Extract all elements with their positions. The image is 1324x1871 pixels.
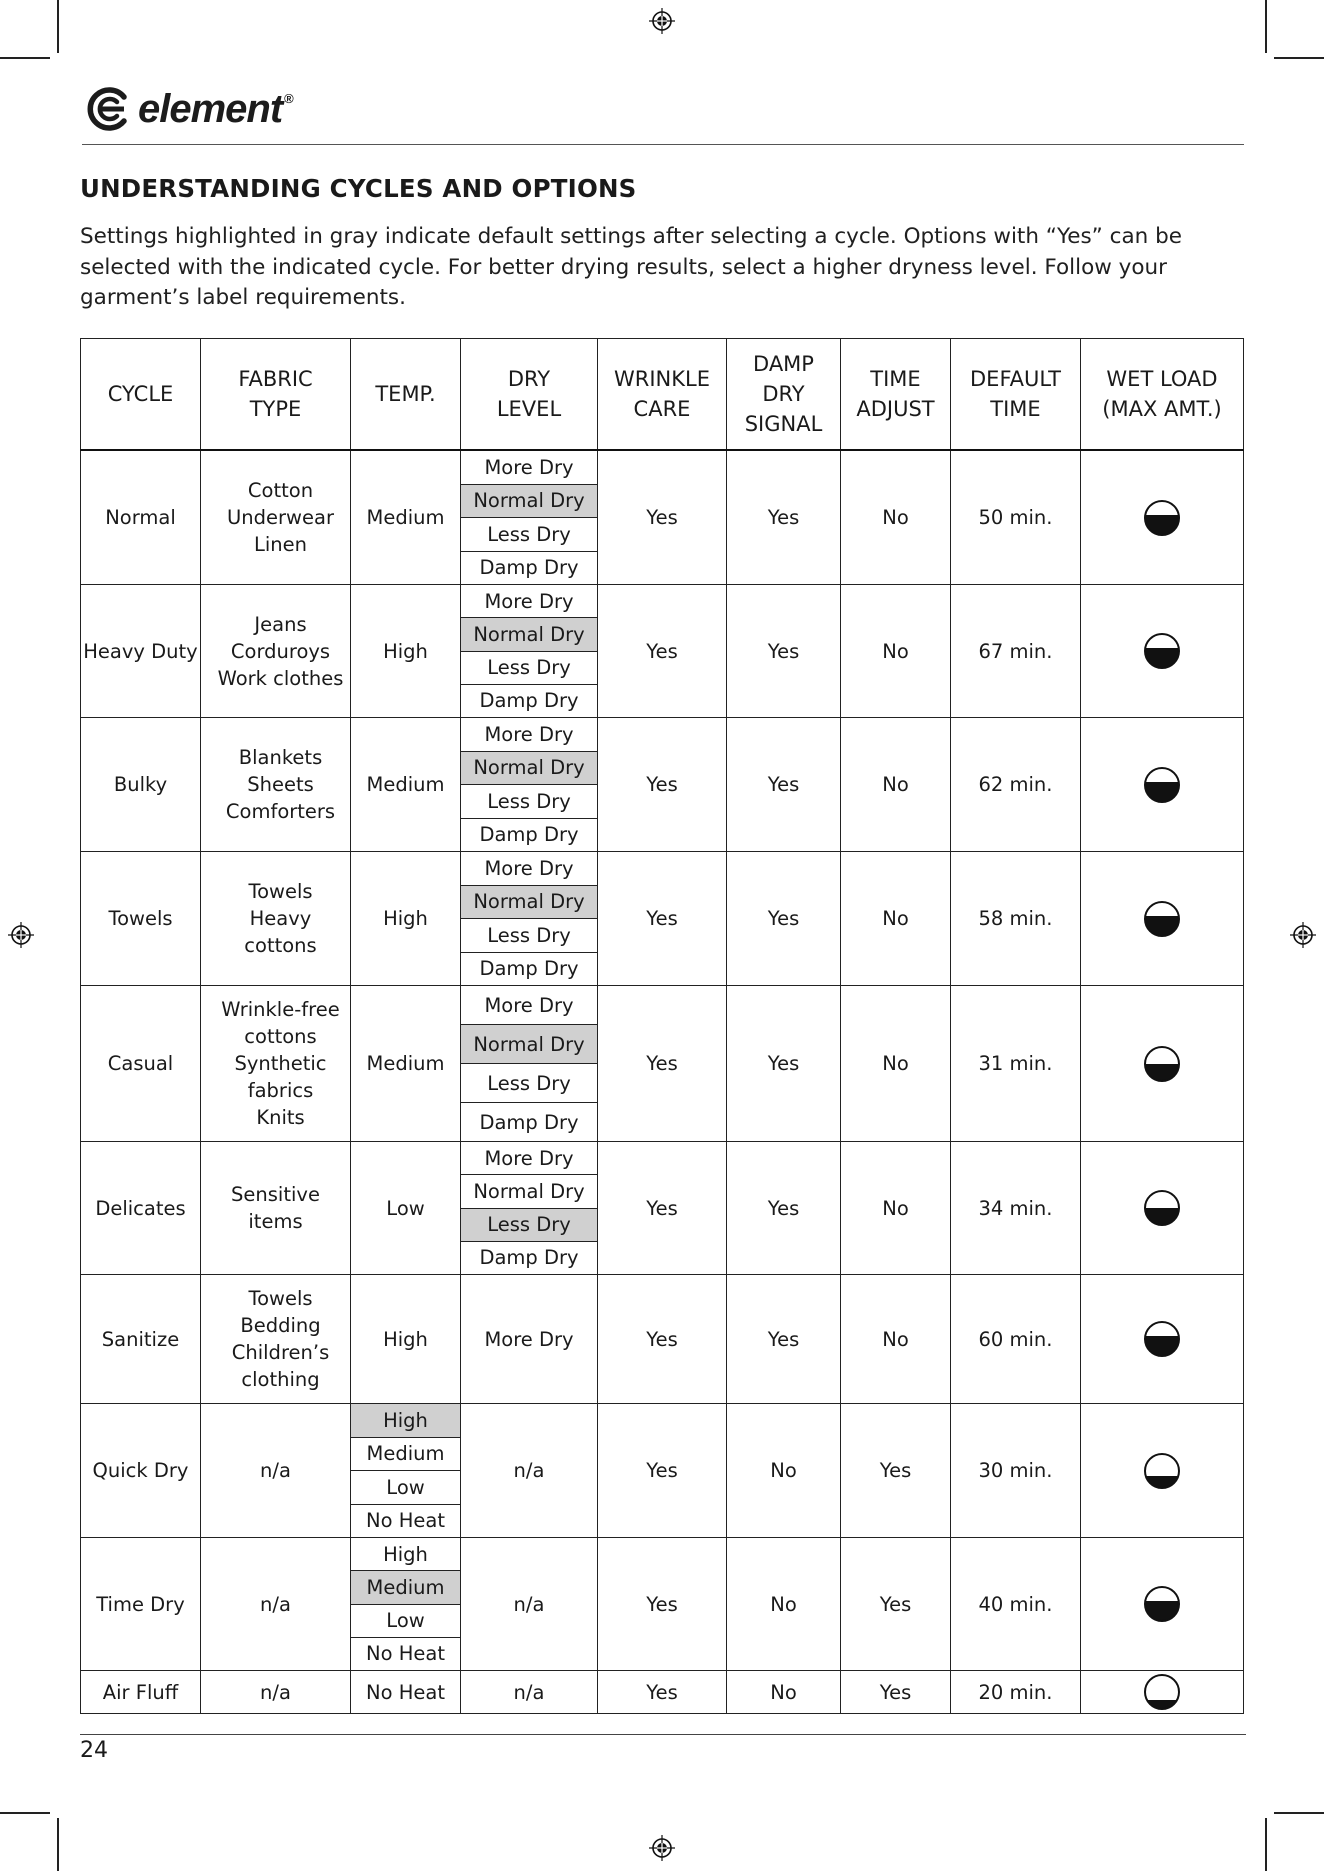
wet-load-icon xyxy=(1144,1674,1180,1710)
fabric-cell xyxy=(201,718,351,852)
wrinkle-care-cell xyxy=(598,718,727,852)
default-time-cell xyxy=(951,1538,1081,1671)
table-row xyxy=(81,852,1244,986)
damp-dry-signal-cell xyxy=(727,986,841,1142)
dry-option-default: Normal Dry xyxy=(461,484,597,518)
dry-option: More Dry xyxy=(484,1146,574,1170)
default-time-cell xyxy=(951,852,1081,986)
wrinkle-care-cell xyxy=(598,585,727,718)
dry-level-cell xyxy=(461,585,598,718)
dry-option-default: Less Dry xyxy=(461,1208,597,1241)
cycle-cell xyxy=(81,718,201,852)
dry-option: More Dry xyxy=(484,993,574,1017)
time-adjust-value: No xyxy=(882,639,909,663)
wrinkle-care-value: Yes xyxy=(646,1327,678,1351)
temp-value: Medium xyxy=(366,1052,445,1075)
temp-cell xyxy=(351,1142,461,1275)
cycle-cell xyxy=(81,450,201,585)
fabric-item: Jeans xyxy=(254,612,307,636)
wet-load-cell xyxy=(1081,852,1244,986)
wrinkle-care-cell xyxy=(598,1538,727,1671)
temp-option: Low xyxy=(351,1604,460,1637)
fabric-item: Knits xyxy=(256,1106,305,1129)
wet-load-cell xyxy=(1081,1142,1244,1275)
fabric-item: Sensitive items xyxy=(231,1183,320,1233)
wrinkle-care-cell xyxy=(598,1671,727,1714)
damp-dry-signal-value: No xyxy=(770,1459,797,1482)
dry-option: Less Dry xyxy=(461,784,597,818)
dry-level-cell xyxy=(461,852,598,986)
temp-option: High xyxy=(383,1542,428,1566)
footer-divider xyxy=(80,1734,1246,1735)
time-adjust-value: No xyxy=(882,1327,909,1351)
dry-option: Less Dry xyxy=(461,918,597,952)
damp-dry-signal-cell xyxy=(727,585,841,718)
temp-value: High xyxy=(383,639,428,663)
temp-cell xyxy=(351,718,461,852)
dry-level-cell xyxy=(461,1142,598,1275)
header-time-adjust: TIME ADJUST xyxy=(841,339,951,451)
wet-load-icon xyxy=(1144,500,1180,536)
wrinkle-care-value: Yes xyxy=(646,1052,678,1075)
registration-mark-icon xyxy=(8,922,34,948)
time-adjust-cell xyxy=(841,1142,951,1275)
wet-load-icon xyxy=(1144,767,1180,803)
time-adjust-cell xyxy=(841,1404,951,1538)
wet-load-cell xyxy=(1081,1538,1244,1671)
damp-dry-signal-cell xyxy=(727,450,841,585)
fabric-cell xyxy=(201,1404,351,1538)
time-adjust-value: No xyxy=(882,773,909,796)
fabric-item: n/a xyxy=(260,1592,291,1616)
cycles-table xyxy=(80,338,1244,1714)
wrinkle-care-cell xyxy=(598,852,727,986)
damp-dry-signal-value: Yes xyxy=(767,1196,800,1220)
wet-load-cell xyxy=(1081,1275,1244,1404)
time-adjust-cell xyxy=(841,450,951,585)
temp-value: Medium xyxy=(366,506,445,529)
dry-option: Damp Dry xyxy=(461,1102,597,1141)
damp-dry-signal-cell xyxy=(727,852,841,986)
temp-option: Medium xyxy=(351,1437,460,1471)
dry-option: Damp Dry xyxy=(461,551,597,585)
crop-mark xyxy=(0,57,50,59)
dry-option-default: Normal Dry xyxy=(461,751,597,785)
page-number: 24 xyxy=(80,1738,108,1763)
time-adjust-cell xyxy=(841,986,951,1142)
cycle-cell xyxy=(81,852,201,986)
temp-cell xyxy=(351,1275,461,1404)
temp-option-default: High xyxy=(351,1404,460,1437)
damp-dry-signal-cell xyxy=(727,1142,841,1275)
wet-load-cell xyxy=(1081,718,1244,852)
cycle-name: Heavy Duty xyxy=(83,639,198,663)
header-default-time: DEFAULT TIME xyxy=(951,339,1081,451)
default-time-cell xyxy=(951,585,1081,718)
wet-load-icon xyxy=(1144,1046,1180,1082)
fabric-item: Cotton xyxy=(247,479,314,502)
registration-mark-icon xyxy=(1290,922,1316,948)
default-time-value: 58 min. xyxy=(978,907,1053,930)
fabric-cell xyxy=(201,450,351,585)
cycle-name: Air Fluff xyxy=(102,1680,179,1704)
dry-option-default: Normal Dry xyxy=(461,617,597,650)
temp-option-default: Medium xyxy=(351,1570,460,1603)
default-time-value: 30 min. xyxy=(978,1459,1053,1482)
fabric-cell xyxy=(201,585,351,718)
damp-dry-signal-cell xyxy=(727,718,841,852)
wet-load-cell xyxy=(1081,1671,1244,1714)
dry-option: Less Dry xyxy=(461,517,597,551)
fabric-item: Linen xyxy=(254,533,307,556)
fabric-item: Sheets xyxy=(247,773,314,796)
fabric-item: Heavy cottons xyxy=(244,907,317,957)
damp-dry-signal-cell xyxy=(727,1671,841,1714)
cycle-name: Normal xyxy=(105,506,176,529)
dry-option: Damp Dry xyxy=(461,818,597,852)
time-adjust-cell xyxy=(841,1275,951,1404)
wet-load-icon xyxy=(1144,1190,1180,1226)
fabric-item: Towels xyxy=(248,1287,313,1310)
temp-value: No Heat xyxy=(366,1680,445,1704)
fabric-item: Comforters xyxy=(225,800,336,823)
crop-mark xyxy=(1274,57,1324,59)
table-header-row xyxy=(81,339,1244,451)
wrinkle-care-value: Yes xyxy=(646,1680,678,1704)
dry-value: n/a xyxy=(513,1680,545,1704)
dry-option: Less Dry xyxy=(461,651,597,684)
dry-level-cell xyxy=(461,1538,598,1671)
temp-option: Low xyxy=(351,1470,460,1504)
header-fabric-type: FABRIC TYPE xyxy=(201,339,351,451)
cycle-name: Delicates xyxy=(95,1196,186,1220)
default-time-value: 60 min. xyxy=(978,1327,1053,1351)
default-time-cell xyxy=(951,718,1081,852)
dry-option: More Dry xyxy=(484,722,574,746)
temp-value: High xyxy=(383,1327,428,1351)
dry-level-cell xyxy=(461,1671,598,1714)
crop-mark xyxy=(57,1818,59,1871)
temp-cell xyxy=(351,1404,461,1538)
default-time-value: 31 min. xyxy=(978,1052,1053,1075)
fabric-cell xyxy=(201,1538,351,1671)
fabric-item: Blankets xyxy=(238,746,323,769)
time-adjust-value: Yes xyxy=(879,1459,912,1482)
fabric-cell xyxy=(201,852,351,986)
table-row xyxy=(81,986,1244,1142)
crop-mark xyxy=(1265,0,1267,53)
table-row xyxy=(81,1671,1244,1714)
table-body xyxy=(81,450,1244,1714)
default-time-value: 20 min. xyxy=(978,1680,1053,1704)
damp-dry-signal-value: Yes xyxy=(767,773,800,796)
table-row xyxy=(81,585,1244,718)
fabric-cell xyxy=(201,1275,351,1404)
default-time-value: 50 min. xyxy=(978,506,1053,529)
brand-name: element ® xyxy=(138,86,293,131)
temp-cell xyxy=(351,450,461,585)
cycle-name: Towels xyxy=(108,907,173,930)
damp-dry-signal-cell xyxy=(727,1404,841,1538)
default-time-value: 67 min. xyxy=(978,639,1053,663)
dry-option-default: Normal Dry xyxy=(461,885,597,919)
wrinkle-care-value: Yes xyxy=(646,773,678,796)
cycle-cell xyxy=(81,1404,201,1538)
header-dry-level: DRY LEVEL xyxy=(461,339,598,451)
wet-load-icon xyxy=(1144,1453,1180,1489)
time-adjust-value: No xyxy=(882,1052,909,1075)
default-time-cell xyxy=(951,1404,1081,1538)
wet-load-icon xyxy=(1144,633,1180,669)
time-adjust-value: No xyxy=(882,506,909,529)
damp-dry-signal-value: Yes xyxy=(767,1052,800,1075)
crop-mark xyxy=(0,1812,50,1814)
dry-level-cell xyxy=(461,718,598,852)
crop-mark xyxy=(1265,1818,1267,1871)
damp-dry-signal-cell xyxy=(727,1538,841,1671)
wet-load-cell xyxy=(1081,1404,1244,1538)
temp-option: No Heat xyxy=(351,1637,460,1670)
header-temp: TEMP. xyxy=(351,339,461,451)
crop-mark xyxy=(57,0,59,53)
wrinkle-care-cell xyxy=(598,450,727,585)
default-time-value: 34 min. xyxy=(978,1196,1053,1220)
dry-option: Damp Dry xyxy=(461,1241,597,1274)
damp-dry-signal-value: No xyxy=(770,1592,797,1616)
dry-level-cell xyxy=(461,1275,598,1404)
intro-paragraph: Settings highlighted in gray indicate default settings after selecting a cycle. Options with “Yes” can be selected with the indicated cycle. For better drying results, select a higher dryness level. Follow your garment’s label requirements. xyxy=(80,224,1182,310)
wrinkle-care-cell xyxy=(598,1142,727,1275)
dry-option: Damp Dry xyxy=(461,952,597,986)
cycle-name: Sanitize xyxy=(101,1327,180,1351)
time-adjust-value: Yes xyxy=(879,1592,912,1616)
cycle-cell xyxy=(81,585,201,718)
time-adjust-value: No xyxy=(882,1196,909,1220)
default-time-value: 40 min. xyxy=(978,1592,1053,1616)
dry-option: Damp Dry xyxy=(461,684,597,717)
table-row xyxy=(81,1142,1244,1275)
damp-dry-signal-value: Yes xyxy=(767,639,800,663)
cycle-cell xyxy=(81,986,201,1142)
dry-option: More Dry xyxy=(484,589,574,613)
header-divider xyxy=(82,144,1244,145)
wet-load-cell xyxy=(1081,585,1244,718)
wet-load-icon xyxy=(1144,1586,1180,1622)
temp-option: No Heat xyxy=(351,1504,460,1538)
dry-value: n/a xyxy=(513,1459,545,1482)
crop-mark xyxy=(1274,1812,1324,1814)
temp-cell xyxy=(351,1538,461,1671)
dry-level-cell xyxy=(461,986,598,1142)
damp-dry-signal-value: Yes xyxy=(767,1327,800,1351)
damp-dry-signal-value: No xyxy=(770,1680,797,1704)
damp-dry-signal-cell xyxy=(727,1275,841,1404)
wrinkle-care-cell xyxy=(598,1275,727,1404)
default-time-value: 62 min. xyxy=(978,773,1053,796)
header-wet-load: WET LOAD (MAX AMT.) xyxy=(1081,339,1244,451)
dry-option: More Dry xyxy=(484,455,574,479)
cycle-cell xyxy=(81,1142,201,1275)
header-damp-dry-signal: DAMP DRY SIGNAL xyxy=(727,339,841,451)
fabric-cell xyxy=(201,1671,351,1714)
cycle-name: Quick Dry xyxy=(92,1459,189,1482)
cycle-name: Bulky xyxy=(113,773,168,796)
cycle-cell xyxy=(81,1538,201,1671)
table-row xyxy=(81,1538,1244,1671)
fabric-cell xyxy=(201,986,351,1142)
temp-cell xyxy=(351,1671,461,1714)
fabric-item: Bedding xyxy=(240,1314,321,1337)
damp-dry-signal-value: Yes xyxy=(767,506,800,529)
cycle-name: Time Dry xyxy=(96,1592,185,1616)
wrinkle-care-value: Yes xyxy=(646,1196,678,1220)
fabric-item: Work clothes xyxy=(217,666,344,690)
time-adjust-cell xyxy=(841,1538,951,1671)
cycle-cell xyxy=(81,1275,201,1404)
dry-value: n/a xyxy=(513,1592,545,1616)
time-adjust-value: No xyxy=(882,907,909,930)
wet-load-cell xyxy=(1081,986,1244,1142)
brand-logo xyxy=(84,84,293,134)
fabric-item: Children’s clothing xyxy=(231,1341,330,1391)
header-wrinkle-care: WRINKLE CARE xyxy=(598,339,727,451)
dry-option: Less Dry xyxy=(461,1063,597,1102)
fabric-item: n/a xyxy=(260,1680,291,1704)
registration-mark-icon xyxy=(649,8,675,34)
wrinkle-care-value: Yes xyxy=(646,1459,678,1482)
fabric-item: Towels xyxy=(248,880,313,903)
time-adjust-cell xyxy=(841,585,951,718)
default-time-cell xyxy=(951,986,1081,1142)
dry-value: More Dry xyxy=(484,1327,574,1351)
wrinkle-care-cell xyxy=(598,986,727,1142)
dry-level-cell xyxy=(461,450,598,585)
wrinkle-care-cell xyxy=(598,1404,727,1538)
time-adjust-cell xyxy=(841,1671,951,1714)
wrinkle-care-value: Yes xyxy=(646,506,678,529)
temp-cell xyxy=(351,986,461,1142)
temp-value: Low xyxy=(386,1196,425,1220)
fabric-item: Corduroys xyxy=(230,639,331,663)
fabric-item: Underwear xyxy=(227,506,334,529)
temp-cell xyxy=(351,585,461,718)
table-row xyxy=(81,1404,1244,1538)
wet-load-icon xyxy=(1144,1321,1180,1357)
default-time-cell xyxy=(951,1142,1081,1275)
temp-value: High xyxy=(383,907,428,930)
header-cycle: CYCLE xyxy=(81,339,201,451)
dry-level-cell xyxy=(461,1404,598,1538)
table-row xyxy=(81,718,1244,852)
page-title: UNDERSTANDING CYCLES AND OPTIONS xyxy=(80,174,637,203)
fabric-item: Wrinkle-free cottons xyxy=(221,998,340,1048)
time-adjust-cell xyxy=(841,718,951,852)
fabric-item: Synthetic fabrics xyxy=(234,1052,327,1102)
fabric-item: n/a xyxy=(260,1459,291,1482)
wrinkle-care-value: Yes xyxy=(646,639,678,663)
default-time-cell xyxy=(951,1671,1081,1714)
table-row xyxy=(81,450,1244,585)
fabric-cell xyxy=(201,1142,351,1275)
dry-option-default: Normal Dry xyxy=(461,1024,597,1063)
temp-cell xyxy=(351,852,461,986)
time-adjust-value: Yes xyxy=(879,1680,912,1704)
temp-value: Medium xyxy=(366,773,445,796)
brand-logo-icon xyxy=(84,85,132,133)
wrinkle-care-value: Yes xyxy=(646,907,678,930)
cycle-cell xyxy=(81,1671,201,1714)
wet-load-cell xyxy=(1081,450,1244,585)
wrinkle-care-value: Yes xyxy=(646,1592,678,1616)
cycle-name: Casual xyxy=(107,1052,174,1075)
dry-option: Normal Dry xyxy=(461,1174,597,1207)
damp-dry-signal-value: Yes xyxy=(767,907,800,930)
wet-load-icon xyxy=(1144,901,1180,937)
default-time-cell xyxy=(951,1275,1081,1404)
registration-mark-icon xyxy=(649,1835,675,1861)
dry-option: More Dry xyxy=(484,856,574,880)
default-time-cell xyxy=(951,450,1081,585)
table-row xyxy=(81,1275,1244,1404)
time-adjust-cell xyxy=(841,852,951,986)
